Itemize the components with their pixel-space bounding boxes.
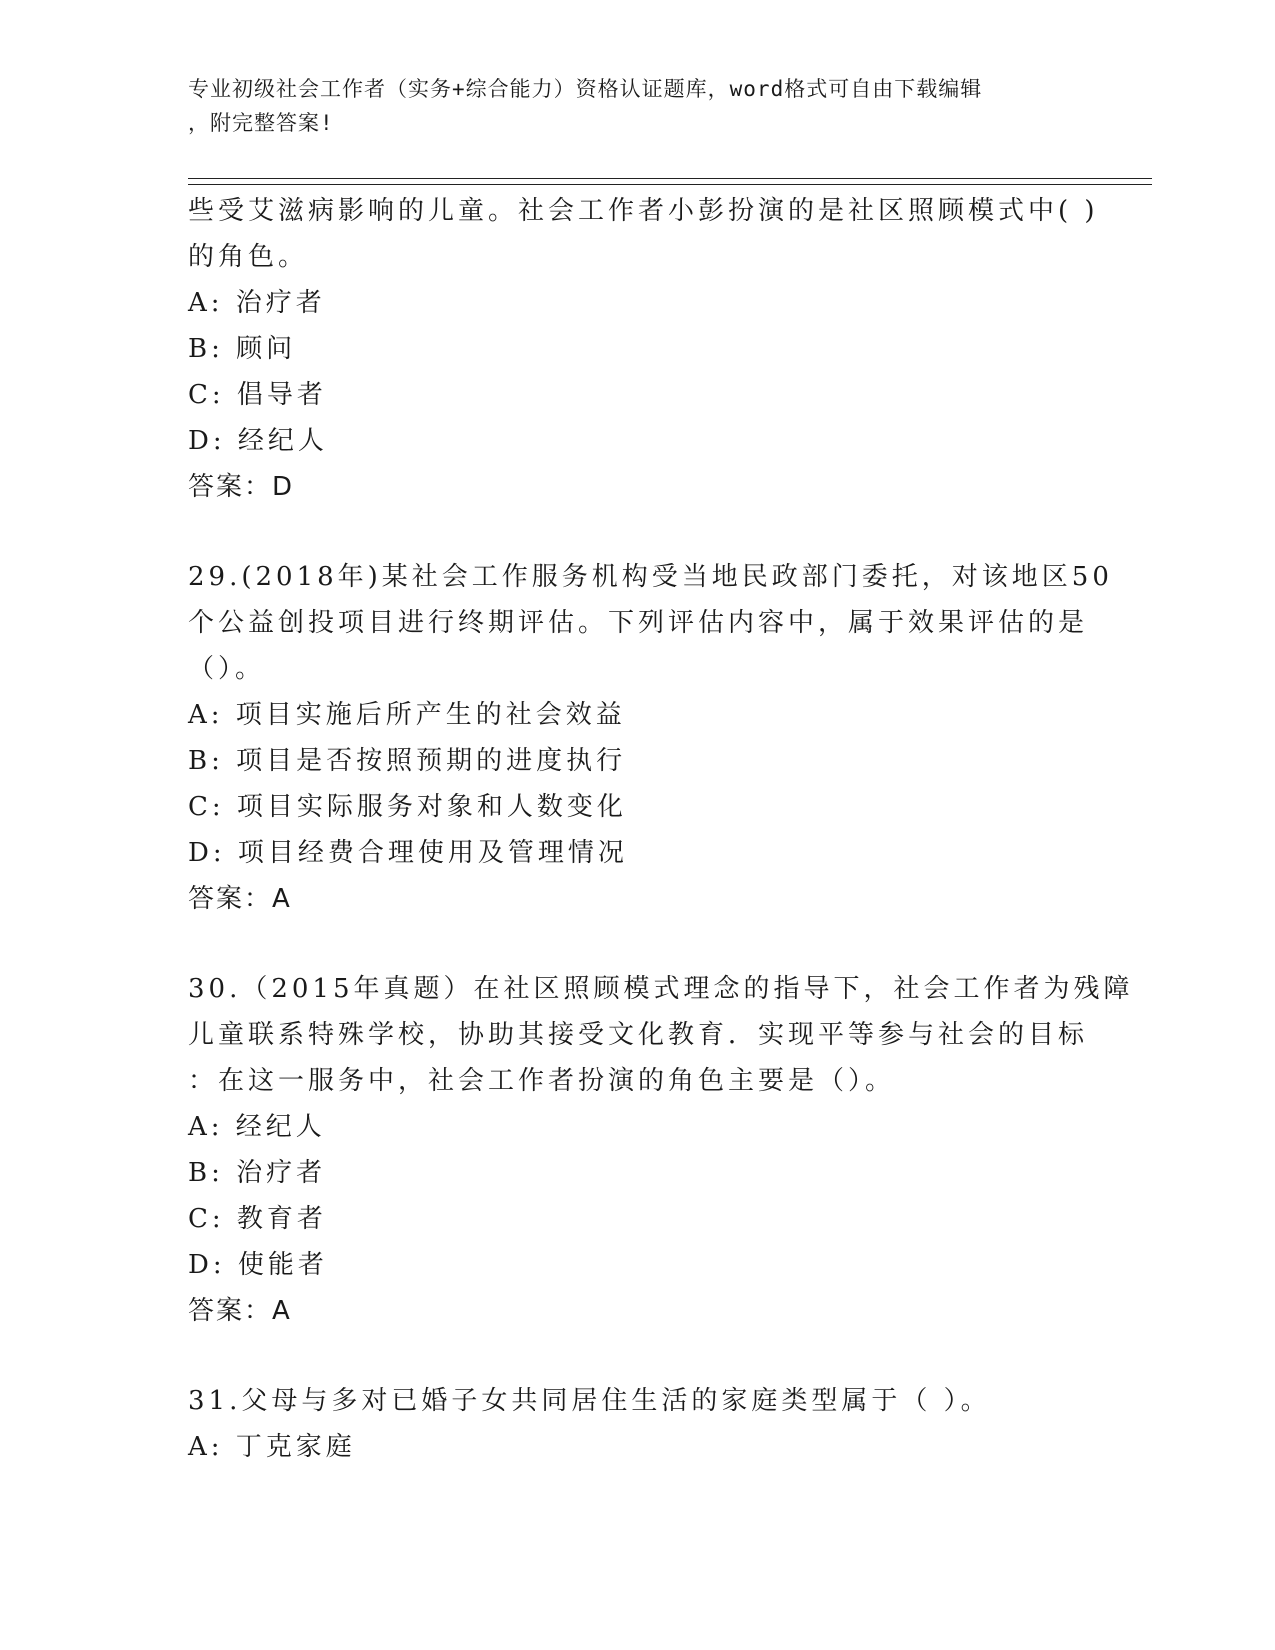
question-list xyxy=(188,188,1134,1470)
option-d: D: 项目经费合理使用及管理情况 xyxy=(188,838,628,868)
question-stem-line: 儿童联系特殊学校，协助其接受文化教育．实现平等参与社会的目标 xyxy=(188,1020,1089,1050)
question-29 xyxy=(188,554,1113,922)
option-b: B: 顾问 xyxy=(188,334,297,364)
header-divider-bottom xyxy=(188,184,1152,185)
header-title-line1: 专业初级社会工作者（实务+综合能力）资格认证题库，word格式可自由下载编辑 xyxy=(188,77,983,101)
question-stem-line: ：在这一服务中，社会工作者扮演的角色主要是（）。 xyxy=(188,1066,896,1096)
question-stem-line: 些受艾滋病影响的儿童。社会工作者小彭扮演的是社区照顾模式中( ) xyxy=(188,196,1099,226)
option-b: B: 治疗者 xyxy=(188,1158,327,1188)
question-30 xyxy=(188,966,1134,1334)
option-a: A: 丁克家庭 xyxy=(188,1432,356,1462)
question-31 xyxy=(188,1378,1088,1470)
option-a: A: 治疗者 xyxy=(188,288,326,318)
option-d: D: 经纪人 xyxy=(188,426,328,456)
question-28 xyxy=(188,188,1099,510)
option-c: C: 倡导者 xyxy=(188,380,327,410)
option-c: C: 项目实际服务对象和人数变化 xyxy=(188,792,627,822)
header-title-line2: ，附完整答案! xyxy=(188,111,334,135)
answer-line: 答案：A xyxy=(188,1296,292,1326)
document-header xyxy=(188,72,1088,140)
answer-line: 答案：D xyxy=(188,472,295,502)
question-stem-line: 个公益创投项目进行终期评估。下列评估内容中，属于效果评估的是 xyxy=(188,608,1089,638)
question-stem-line: 31.父母与多对已婚子女共同居住生活的家庭类型属于（ ）。 xyxy=(188,1386,991,1416)
option-b: B: 项目是否按照预期的进度执行 xyxy=(188,746,627,776)
option-a: A: 项目实施后所产生的社会效益 xyxy=(188,700,626,730)
answer-line: 答案：A xyxy=(188,884,292,914)
question-stem-line: 29.(2018年)某社会工作服务机构受当地民政部门委托，对该地区50 xyxy=(188,562,1113,592)
option-c: C: 教育者 xyxy=(188,1204,327,1234)
option-a: A: 经纪人 xyxy=(188,1112,326,1142)
question-stem-line: （）。 xyxy=(188,654,266,684)
question-stem-line: 的角色。 xyxy=(188,242,309,272)
question-stem-line: 30.（2015年真题）在社区照顾模式理念的指导下，社会工作者为残障 xyxy=(188,974,1134,1004)
header-divider-top xyxy=(188,178,1152,179)
option-d: D: 使能者 xyxy=(188,1250,328,1280)
